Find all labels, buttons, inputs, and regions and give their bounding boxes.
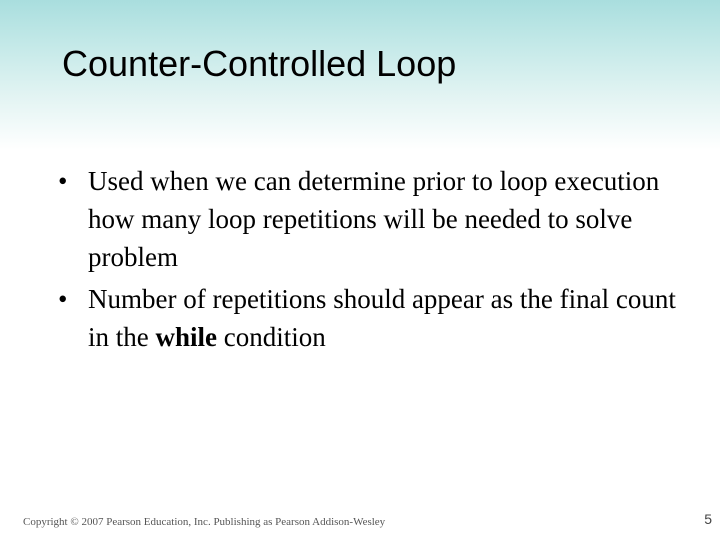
bullet-list xyxy=(58,162,678,360)
bullet-item xyxy=(58,162,678,276)
copyright-footer: Copyright © 2007 Pearson Education, Inc. Publishing as Pearson Addison-Wesley xyxy=(23,516,386,528)
bullet-text-after: condition xyxy=(217,322,326,352)
slide-title: Counter-Controlled Loop xyxy=(62,43,457,84)
bullet-text: Used when we can determine prior to loop execution how many loop repetitions will be needed to solve problem xyxy=(88,166,660,272)
keyword-while: while xyxy=(155,322,218,352)
bullet-marker: • xyxy=(58,284,68,314)
page-number: 5 xyxy=(704,511,712,527)
bullet-item xyxy=(58,280,678,356)
bullet-text-before: Number of repetitions should appear as the final count in the xyxy=(88,284,676,352)
bullet-marker: • xyxy=(58,166,68,196)
